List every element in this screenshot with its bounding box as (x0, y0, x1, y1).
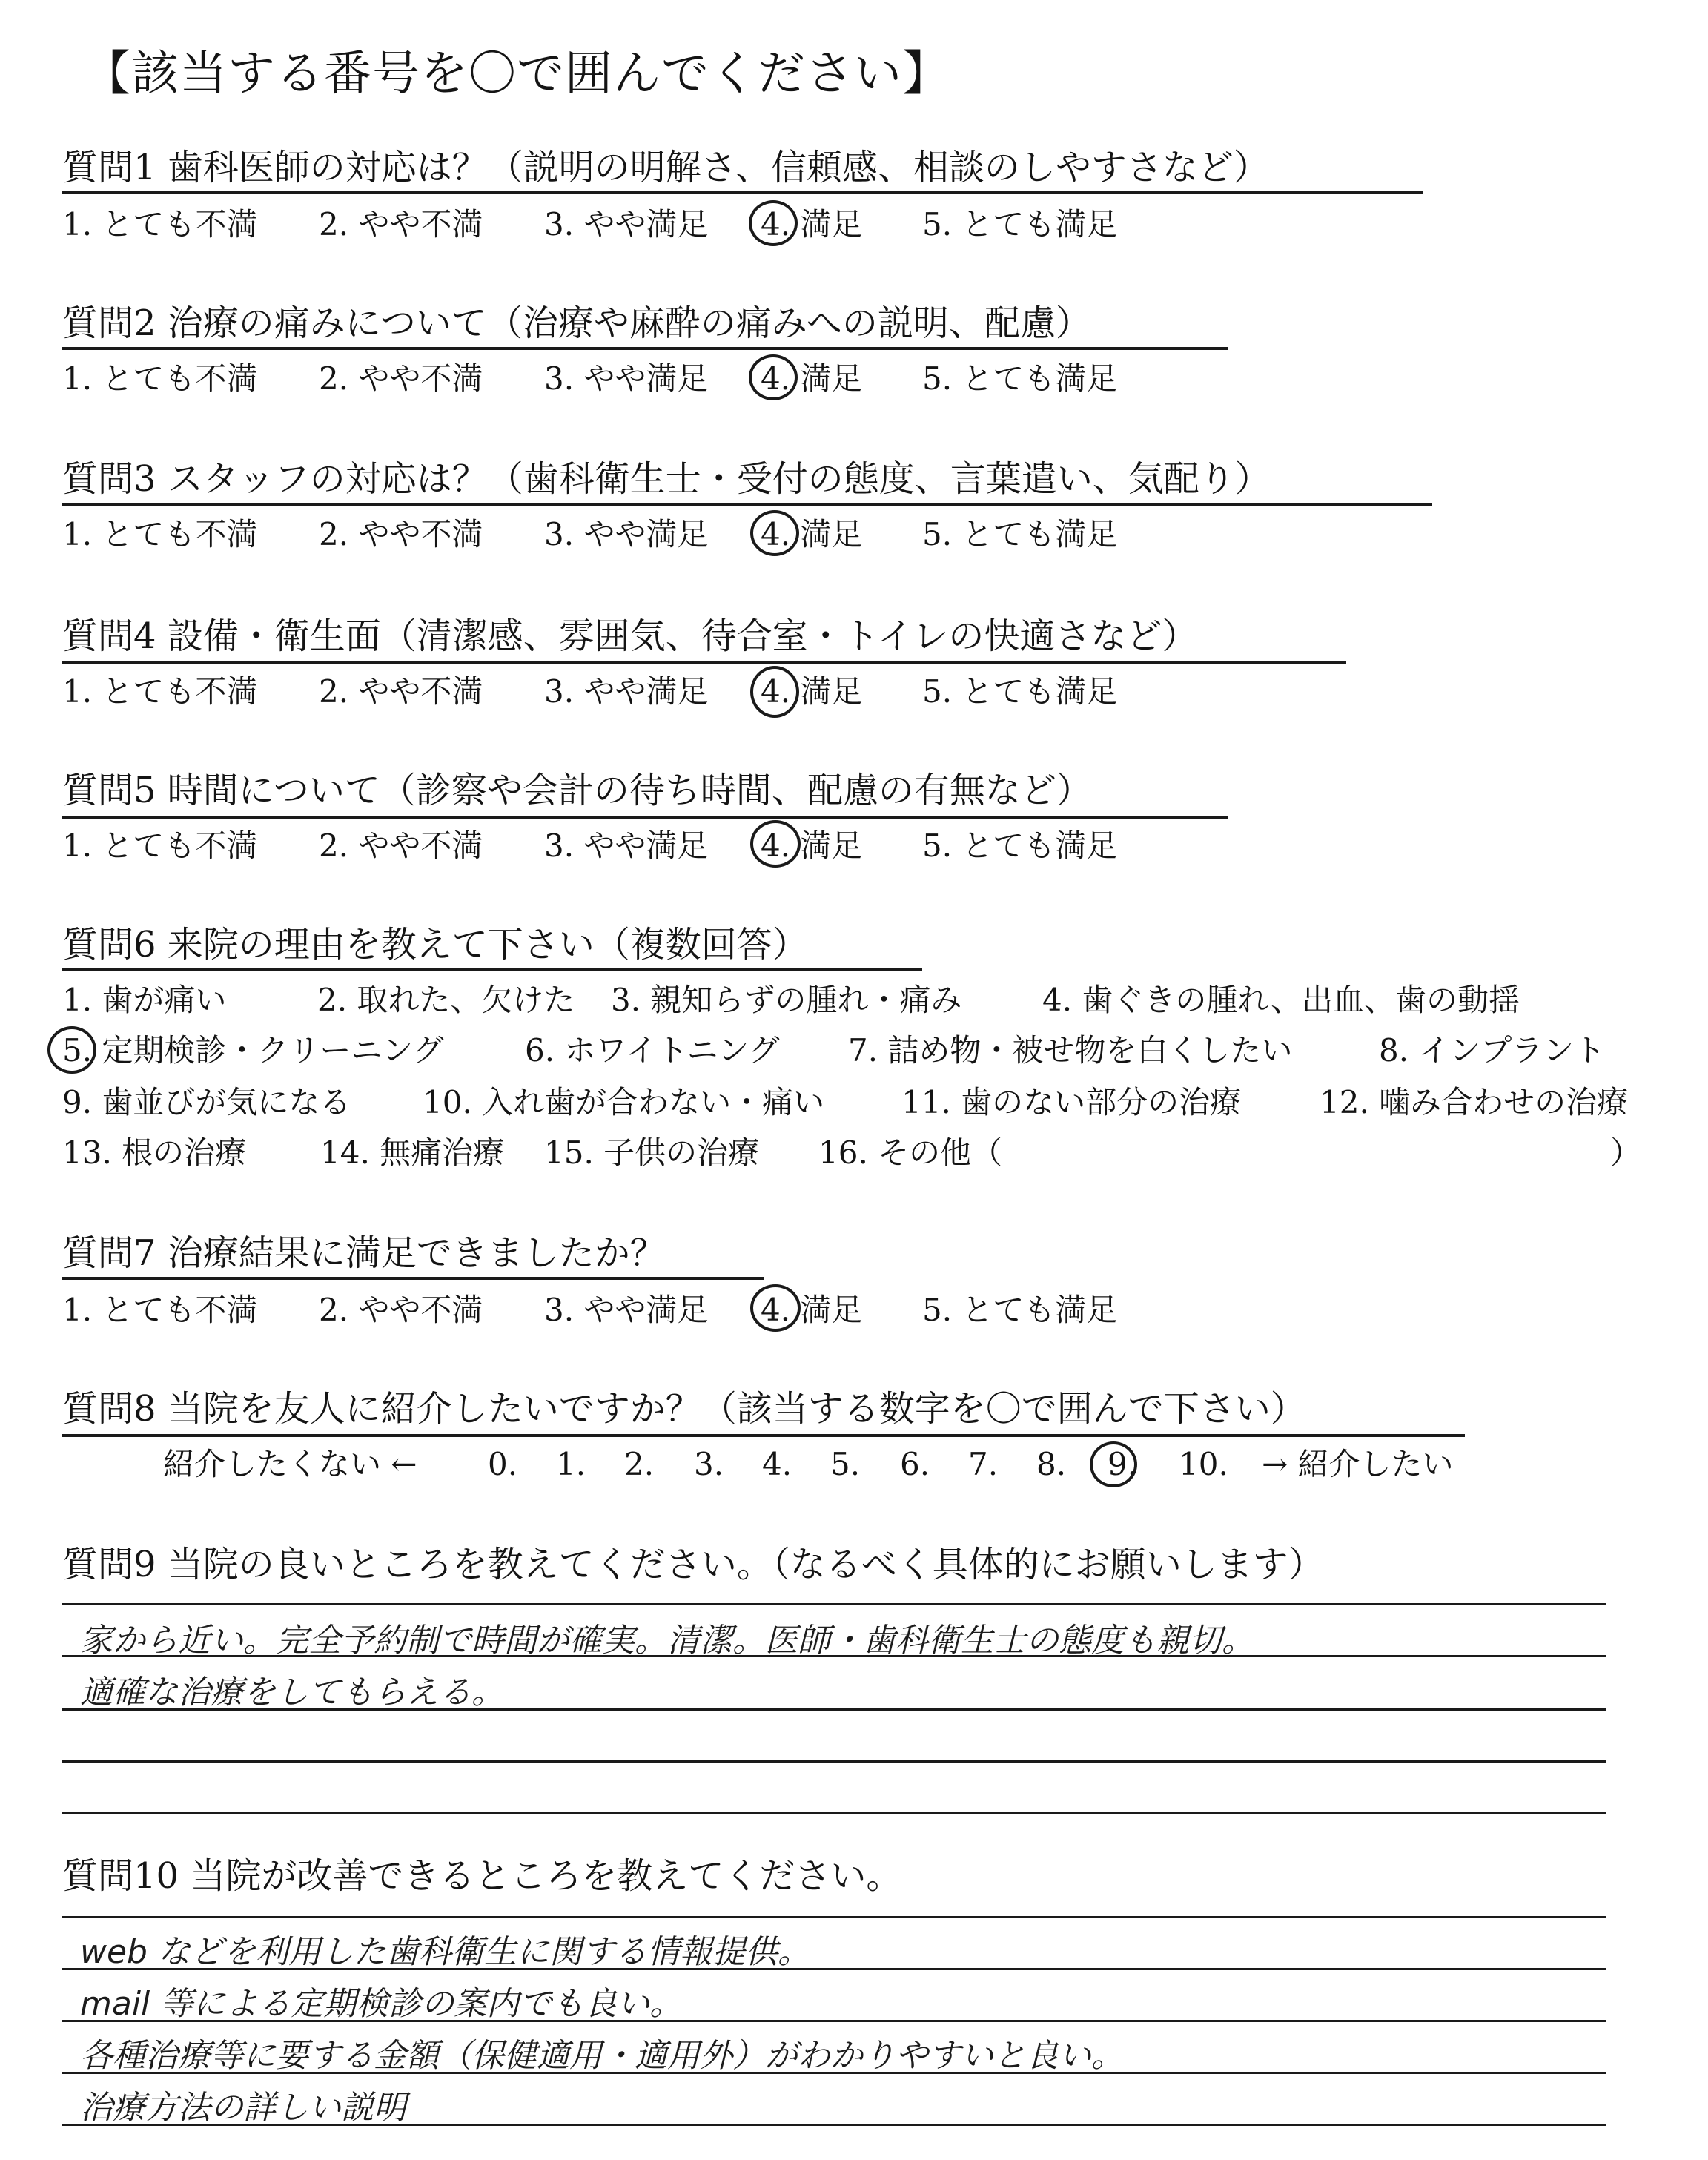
question-6-label: 質問6 来院の理由を教えて下さい（複数回答） (62, 924, 808, 965)
reason-option[interactable]: 13. 根の治療 (62, 1135, 247, 1171)
question-3-label: 質問3 スタッフの対応は？（歯科衛生士・受付の態度、言葉遣い、気配り） (62, 458, 1271, 500)
referral-number[interactable]: 3. (694, 1446, 724, 1482)
option-2[interactable]: 2. やや不満 (319, 673, 483, 710)
question-4-options (62, 672, 1323, 716)
option-4[interactable]: 4. 満足 (761, 206, 863, 242)
referral-number[interactable]: 6. (900, 1446, 930, 1482)
reason-row-3 (62, 1083, 1656, 1127)
question-5-options (62, 826, 1323, 871)
reason-option[interactable]: 6. ホワイトニング (525, 1032, 780, 1069)
question-5-label: 質問5 時間について（診察や会計の待ち時間、配慮の有無など） (62, 770, 1092, 811)
question-4-underline (62, 661, 1346, 664)
option-1[interactable]: 1. とても不満 (62, 360, 258, 397)
reason-option[interactable]: 14. 無痛治療 (320, 1135, 505, 1171)
reason-option[interactable]: 8. インプラント (1379, 1032, 1606, 1069)
question-8-label: 質問8 当院を友人に紹介したいですか？（該当する数字を〇で囲んで下さい） (62, 1388, 1306, 1430)
option-4[interactable]: 4. 満足 (761, 673, 863, 710)
referral-right-label: → 紹介したい (1262, 1446, 1454, 1482)
question-2-label: 質問2 治療の痛みについて（治療や麻酔の痛みへの説明、配慮） (62, 303, 1091, 344)
referral-number[interactable]: 4. (762, 1446, 792, 1482)
option-1[interactable]: 1. とても不満 (62, 828, 258, 864)
option-5[interactable]: 5. とても満足 (922, 360, 1118, 397)
selection-circle (750, 666, 799, 718)
referral-left-label: 紹介したくない ← (163, 1446, 417, 1482)
referral-number[interactable]: 0. (488, 1446, 518, 1482)
option-4[interactable]: 4. 満足 (761, 828, 863, 864)
question-3-options (62, 515, 1323, 559)
option-5[interactable]: 5. とても満足 (922, 1292, 1118, 1328)
referral-scale (163, 1444, 1497, 1489)
reason-option[interactable]: 10. 入れ歯が合わない・痛い (423, 1084, 825, 1120)
selection-circle (750, 510, 799, 556)
handwritten-answer-line: web などを利用した歯科衛生に関する情報提供。 (80, 1933, 810, 1971)
option-3[interactable]: 3. やや満足 (544, 828, 709, 864)
option-4[interactable]: 4. 満足 (761, 360, 863, 397)
handwritten-answer-line: mail 等による定期検診の案内でも良い。 (80, 1985, 683, 2023)
referral-number[interactable]: 5. (830, 1446, 861, 1482)
referral-number[interactable]: 2. (624, 1446, 655, 1482)
selection-circle (47, 1026, 96, 1074)
referral-number[interactable]: 7. (968, 1446, 999, 1482)
option-2[interactable]: 2. やや不満 (319, 360, 483, 397)
handwritten-answer-line: 各種治療等に要する金額（保健適用・適用外）がわかりやすいと良い。 (80, 2037, 1124, 2075)
selection-circle (1090, 1441, 1137, 1487)
option-5[interactable]: 5. とても満足 (922, 516, 1118, 552)
reason-option[interactable]: 2. 取れた、欠けた (317, 982, 575, 1018)
option-3[interactable]: 3. やや満足 (544, 673, 709, 710)
selection-circle (750, 820, 801, 868)
selection-circle (750, 1284, 801, 1332)
reason-row-4 (62, 1133, 1656, 1178)
option-2[interactable]: 2. やや不満 (319, 206, 483, 242)
reason-option[interactable]: 5. 定期検診・クリーニング (62, 1032, 444, 1069)
answer-line (62, 1916, 1606, 1918)
referral-number[interactable]: 1. (556, 1446, 586, 1482)
question-8-underline (62, 1434, 1465, 1437)
reason-option-other[interactable]: 16. その他（ (818, 1135, 1003, 1171)
selection-circle (749, 354, 798, 400)
referral-number[interactable]: 8. (1036, 1446, 1067, 1482)
question-1-label: 質問1 歯科医師の対応は？（説明の明解さ、信頼感、相談のしやすさなど） (62, 147, 1269, 188)
answer-line (62, 1760, 1606, 1763)
option-1[interactable]: 1. とても不満 (62, 1292, 258, 1328)
question-7-underline (62, 1277, 764, 1280)
reason-option[interactable]: 11. 歯のない部分の治療 (901, 1084, 1242, 1120)
question-7-options (62, 1290, 1323, 1335)
selection-circle (749, 200, 798, 246)
reason-option[interactable]: 4. 歯ぐきの腫れ、出血、歯の動揺 (1042, 982, 1520, 1018)
option-5[interactable]: 5. とても満足 (922, 673, 1118, 710)
reason-option[interactable]: 3. 親知らずの腫れ・痛み (611, 982, 962, 1018)
option-5[interactable]: 5. とても満足 (922, 828, 1118, 864)
option-1[interactable]: 1. とても不満 (62, 206, 258, 242)
option-2[interactable]: 2. やや不満 (319, 828, 483, 864)
option-1[interactable]: 1. とても不満 (62, 673, 258, 710)
handwritten-answer-line: 家から近い。完全予約制で時間が確実。清潔。医師・歯科衛生士の態度も親切。 (80, 1622, 1254, 1659)
question-5-underline (62, 816, 1228, 819)
option-4[interactable]: 4. 満足 (761, 1292, 863, 1328)
answer-line (62, 1812, 1606, 1814)
other-close-paren: ） (1610, 1135, 1642, 1171)
referral-number[interactable]: 9. (1108, 1446, 1138, 1482)
question-2-options (62, 359, 1323, 403)
option-3[interactable]: 3. やや満足 (544, 1292, 709, 1328)
handwritten-answer-line: 治療方法の詳しい説明 (80, 2089, 406, 2127)
option-1[interactable]: 1. とても不満 (62, 516, 258, 552)
reason-option[interactable]: 7. 詰め物・被せ物を白くしたい (848, 1032, 1293, 1069)
answer-line (62, 1603, 1606, 1605)
referral-number[interactable]: 10. (1179, 1446, 1228, 1482)
reason-row-1 (62, 980, 1634, 1025)
question-1-underline (62, 191, 1423, 194)
question-4-label: 質問4 設備・衛生面（清潔感、雰囲気、待合室・トイレの快適さなど） (62, 615, 1198, 657)
question-9-label: 質問9 当院の良いところを教えてください。（なるべく具体的にお願いします） (62, 1544, 1324, 1585)
reason-option[interactable]: 12. 噛み合わせの治療 (1320, 1084, 1629, 1120)
reason-row-2 (62, 1031, 1634, 1075)
handwritten-answer-line: 適確な治療をしてもらえる。 (80, 1674, 504, 1711)
option-3[interactable]: 3. やや満足 (544, 516, 709, 552)
question-6-underline (62, 968, 922, 971)
question-1-options (62, 205, 1323, 249)
survey-title: 【該当する番号を〇で囲んでください】 (83, 47, 950, 102)
reason-option[interactable]: 9. 歯並びが気になる (62, 1084, 351, 1120)
option-5[interactable]: 5. とても満足 (922, 206, 1118, 242)
question-3-underline (62, 503, 1432, 506)
option-2[interactable]: 2. やや不満 (319, 516, 483, 552)
reason-option[interactable]: 15. 子供の治療 (544, 1135, 760, 1171)
option-4[interactable]: 4. 満足 (761, 516, 863, 552)
option-3[interactable]: 3. やや満足 (544, 360, 709, 397)
option-2[interactable]: 2. やや不満 (319, 1292, 483, 1328)
question-10-label: 質問10 当院が改善できるところを教えてください。 (62, 1855, 902, 1897)
option-3[interactable]: 3. やや満足 (544, 206, 709, 242)
reason-option[interactable]: 1. 歯が痛い (62, 982, 227, 1018)
question-2-underline (62, 347, 1228, 350)
question-7-label: 質問7 治療結果に満足できましたか？ (62, 1232, 666, 1274)
